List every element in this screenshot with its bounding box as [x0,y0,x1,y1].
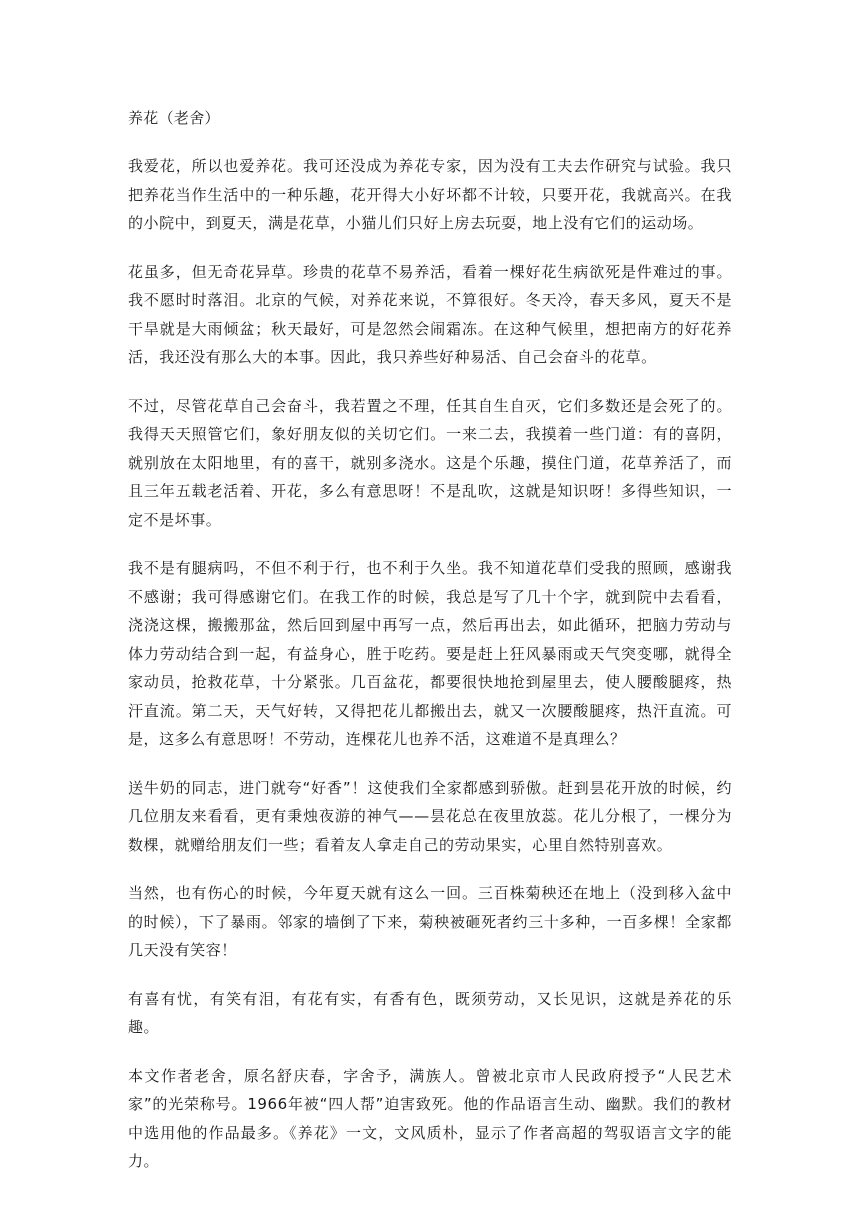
document-page [128,104,732,1196]
paragraph-4: 我不是有腿病吗，不但不利于行，也不利于久坐。我不知道花草们受我的照顾，感谢我不感谢；我可得感谢它们。在我工作的时候，我总是写了几十个字，就到院中去看看，浇浇这棵，搬搬那盆，然后回到屋中再写一点，然后再出去，如此循环，把脑力劳动与体力劳动结合到一起，有益身心，胜于吃药。要是赶上狂风暴雨或天气突变哪，就得全家动员，抢救花草，十分紧张。几百盆花，都要很快地抢到屋里去，使人腰酸腿疼，热汗直流。第二天，天气好转，又得把花儿都搬出去，就又一次腰酸腿疼，热汗直流。可是，这多么有意思呀！不劳动，连棵花儿也养不活，这难道不是真理么？ [128,559,732,748]
document-title: 养花（老舍） [128,109,220,127]
paragraph-3: 不过，尽管花草自己会奋斗，我若置之不理，任其自生自灭，它们多数还是会死了的。我得天天照管它们，象好朋友似的关切它们。一来二去，我摸着一些门道：有的喜阴，就别放在太阳地里，有的喜干，就别多浇水。这是个乐趣，摸住门道，花草养活了，而且三年五载老活着、开花，多么有意思呀！不是乱吹，这就是知识呀！多得些知识，一定不是坏事。 [128,396,732,529]
paragraph-1: 我爱花，所以也爱养花。我可还没成为养花专家，因为没有工夫去作研究与试验。我只把养花当作生活中的一种乐趣，花开得大小好坏都不计较，只要开花，我就高兴。在我的小院中，到夏天，满是花草，小猫儿们只好上房去玩耍，地上没有它们的运动场。 [128,157,732,232]
paragraph-5: 送牛奶的同志，进门就夸“好香”！这使我们全家都感到骄傲。赶到昙花开放的时候，约几位朋友来看看，更有秉烛夜游的神气——昙花总在夜里放蕊。花儿分根了，一棵分为数棵，就赠给朋友们一些；看着友人拿走自己的劳动果实，心里自然特别喜欢。 [128,778,732,854]
paragraph-8: 本文作者老舍，原名舒庆春，字舍予，满族人。曾被北京市人民政府授予“人民艺术家”的光荣称号。1966年被“四人帮”迫害致死。他的作品语言生动、幽默。我们的教材中选用他的作品最多。《养花》一文，文风质朴，显示了作者高超的驾驭语言文字的能力。 [128,1066,732,1170]
paragraph-2: 花虽多，但无奇花异草。珍贵的花草不易养活，看着一棵好花生病欲死是件难过的事。我不愿时时落泪。北京的气候，对养花来说，不算很好。冬天冷，春天多风，夏天不是干旱就是大雨倾盆；秋天最好，可是忽然会闹霜冻。在这种气候里，想把南方的好花养活，我还没有那么大的本事。因此，我只养些好种易活、自己会奋斗的花草。 [128,262,732,366]
paragraph-6: 当然，也有伤心的时候，今年夏天就有这么一回。三百株菊秧还在地上（没到移入盆中的时候），下了暴雨。邻家的墙倒了下来，菊秧被砸死者约三十多种，一百多棵！全家都几天没有笑容！ [128,884,732,959]
paragraph-7: 有喜有忧，有笑有泪，有花有实，有香有色，既须劳动，又长见识，这就是养花的乐趣。 [128,989,732,1036]
